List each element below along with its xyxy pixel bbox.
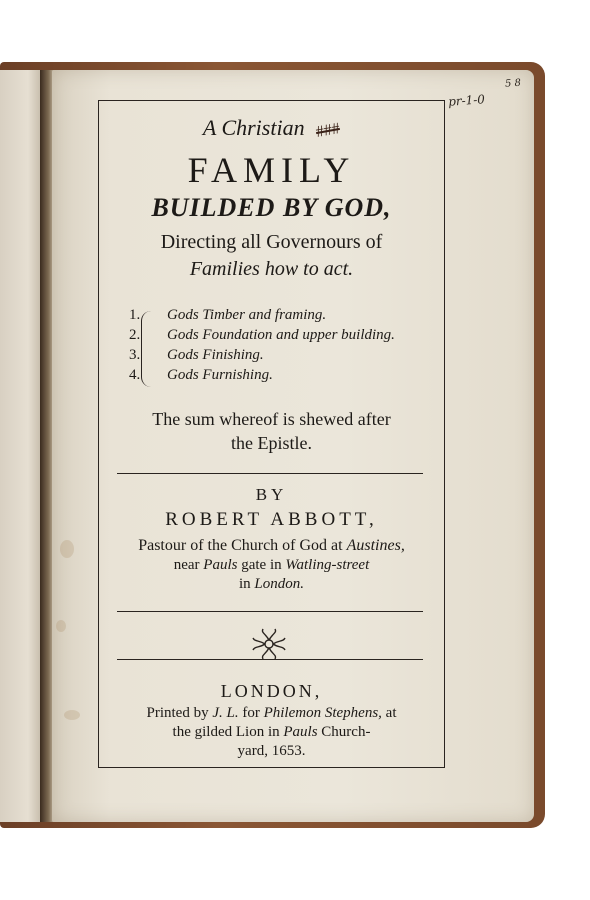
author-description-1: [99, 537, 444, 555]
manuscript-note: [447, 77, 529, 118]
text-run-italic: Austines,: [346, 537, 405, 554]
text-run: Pastour of the Church of God at: [138, 537, 347, 554]
contents-number: 4.: [129, 367, 141, 383]
imprint-line-1: [99, 705, 444, 722]
ink-scratch: ###: [314, 120, 342, 141]
contents-text: Gods Foundation and upper building.: [167, 327, 395, 343]
text-run-italic: London.: [254, 576, 304, 592]
imprint-city: LONDON,: [220, 681, 323, 701]
divider-rule: [117, 611, 423, 612]
title-family: FAMILY: [187, 150, 356, 190]
subtitle-line-2: Families how to act.: [189, 258, 354, 280]
text-run-italic: Pauls: [283, 724, 318, 740]
contents-text: Gods Finishing.: [167, 347, 264, 363]
text-run-italic: Watling-street: [285, 557, 370, 573]
author-description-2: [99, 557, 444, 574]
divider-rule: [117, 659, 423, 660]
foxing-spot: [56, 620, 66, 632]
text-run-italic: J. L.: [212, 705, 239, 721]
title-frame: [98, 100, 445, 768]
author-name: ROBERT ABBOTT,: [165, 509, 378, 530]
imprint-line-2: [99, 724, 444, 741]
manuscript-note-main: pr-1-0: [447, 92, 486, 109]
contents-text: Gods Timber and framing.: [167, 307, 327, 323]
author-description-3: [99, 576, 444, 593]
summary-line-2: the Epistle.: [231, 433, 312, 453]
text-run: Printed by: [146, 705, 213, 721]
text-run-italic: Pauls: [203, 557, 238, 573]
summary-line-1: The sum whereof is shewed after: [152, 409, 391, 429]
foxing-spot: [64, 710, 80, 720]
text-run: gate in: [237, 557, 286, 573]
foxing-spot: [60, 540, 74, 558]
text-run: at: [381, 705, 397, 721]
contents-item: [129, 327, 449, 347]
contents-number: 2.: [129, 327, 141, 343]
text-run-italic: Philemon Stephens,: [263, 705, 382, 721]
title-christian: A Christian: [202, 115, 305, 140]
text-run: Church-: [317, 724, 371, 740]
divider-rule: [117, 473, 423, 474]
title-builded: BUILDED BY GOD,: [151, 193, 392, 222]
ornament-icon: [251, 627, 287, 661]
contents-item: [129, 367, 449, 387]
contents-item: [129, 347, 449, 367]
imprint-line-3: yard, 1653.: [237, 743, 306, 759]
title-line-1: [99, 115, 444, 141]
text-run: near: [173, 557, 204, 573]
byline-by: BY: [255, 485, 288, 504]
contents-text: Gods Furnishing.: [167, 367, 273, 383]
text-run: the gilded Lion in: [172, 724, 284, 740]
left-page-edge: [0, 70, 41, 822]
text-run: for: [238, 705, 264, 721]
subtitle-line-1: Directing all Governours of: [160, 231, 383, 253]
manuscript-note-top: 5 8: [504, 77, 522, 90]
contents-item: [129, 307, 449, 327]
contents-number: 3.: [129, 347, 141, 363]
text-run: in: [238, 576, 255, 592]
contents-number: 1.: [129, 307, 141, 323]
contents-list: [129, 307, 449, 387]
